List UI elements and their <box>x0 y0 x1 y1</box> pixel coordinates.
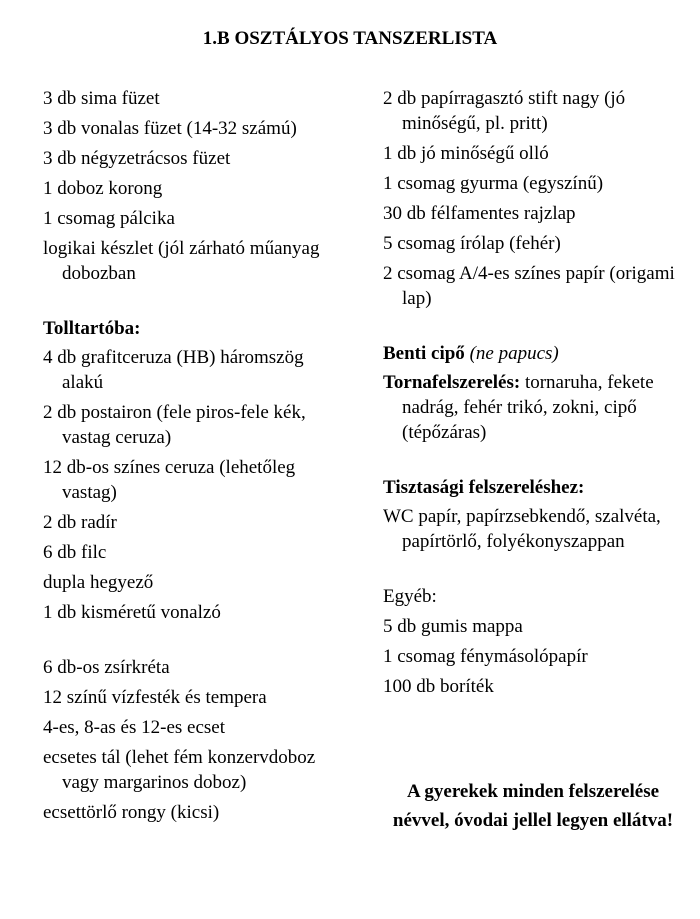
list-item: 5 csomag írólap (fehér) <box>383 233 561 254</box>
section-heading-egyeb: Egyéb: <box>383 586 437 607</box>
list-item: 12 színű vízfesték és tempera <box>43 687 267 708</box>
list-item: 1 db kisméretű vonalzó <box>43 602 221 623</box>
other-supplies-list <box>383 614 683 699</box>
list-item: 2 csomag A/4-es színes papír (origami lap) <box>383 263 675 309</box>
section-heading-torna: Tornafelszerelés: <box>383 372 521 393</box>
list-item: 3 db sima füzet <box>43 88 160 109</box>
left-column <box>43 86 343 830</box>
list-item: 4 db grafitceruza (HB) háromszög alakú <box>43 347 304 393</box>
list-item: 1 csomag gyurma (egyszínű) <box>383 173 604 194</box>
list-item: dupla hegyező <box>43 572 154 593</box>
list-item: 4-es, 8-as és 12-es ecset <box>43 717 226 738</box>
list-item: 100 db boríték <box>383 676 494 697</box>
basic-supplies-list <box>43 86 343 286</box>
spacer <box>383 559 683 584</box>
list-item: 2 db radír <box>43 512 117 533</box>
spacer <box>383 316 683 341</box>
pencil-case-list <box>43 345 343 625</box>
list-item: 6 db-os zsírkréta <box>43 657 170 678</box>
list-item: 1 csomag pálcika <box>43 208 175 229</box>
list-item: 6 db filc <box>43 542 107 563</box>
craft-supplies-list <box>383 86 683 311</box>
list-item: 12 db-os színes ceruza (lehetőleg vastag) <box>43 457 296 503</box>
torna-text: tornaruha, fekete nadrág, fehér trikó, zokni, cipő (tépőzáras) <box>402 372 654 443</box>
list-item: 5 db gumis mappa <box>383 616 523 637</box>
list-item: 3 db vonalas füzet (14-32 számú) <box>43 118 297 139</box>
spacer <box>43 291 343 316</box>
list-item: 2 db postairon (fele piros-fele kék, vastag ceruza) <box>43 402 306 448</box>
list-item: 2 db papírragasztó stift nagy (jó minőségű, pl. pritt) <box>383 88 626 134</box>
list-item: 1 csomag fénymásolópapír <box>383 646 588 667</box>
benti-note: (ne papucs) <box>469 343 559 364</box>
list-item: 1 doboz korong <box>43 178 163 199</box>
torna-section <box>383 370 683 445</box>
hygiene-items: WC papír, papírzsebkendő, szalvéta, papírtörlő, folyékonyszappan <box>383 506 661 552</box>
list-item: 1 db jó minőségű olló <box>383 143 549 164</box>
spacer <box>383 450 683 475</box>
labeling-notice: A gyerekek minden felszerelése névvel, óvodai jellel legyen ellátva! <box>392 781 674 831</box>
list-item: ecsetes tál (lehet fém konzervdoboz vagy margarinos doboz) <box>43 747 316 793</box>
list-item: 3 db négyzetrácsos füzet <box>43 148 231 169</box>
list-item: 30 db félfamentes rajzlap <box>383 203 576 224</box>
page-title: 1.B OSZTÁLYOS TANSZERLISTA <box>202 28 498 49</box>
benti-heading-text: Benti cipő <box>383 343 465 364</box>
section-heading-benti-cipo <box>383 341 683 366</box>
list-item: ecsettörlő rongy (kicsi) <box>43 802 220 823</box>
spacer <box>43 630 343 655</box>
list-item: logikai készlet (jól zárható műanyag dobozban <box>43 238 320 284</box>
section-heading-tolltarto: Tolltartóba: <box>43 318 141 339</box>
right-column <box>383 86 683 704</box>
art-supplies-list <box>43 655 343 825</box>
section-heading-tisztasagi: Tisztasági felszereléshez: <box>383 477 585 498</box>
